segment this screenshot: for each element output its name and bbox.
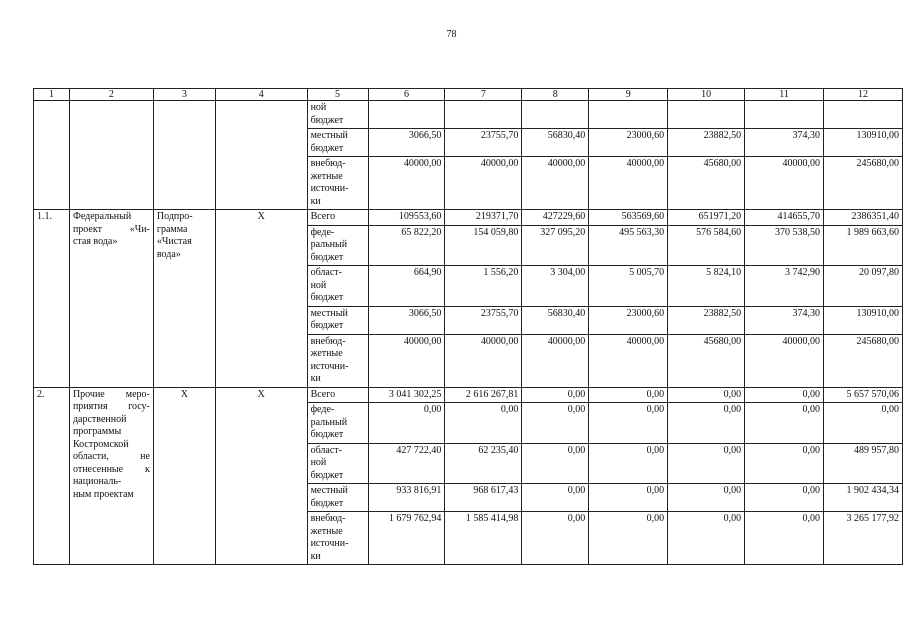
value-cell: 0,00 (522, 387, 589, 403)
value-cell: 23000,60 (589, 306, 668, 334)
item-name (69, 210, 153, 388)
value-cell: 968 617,43 (445, 484, 522, 512)
cell-line: ки (310, 373, 321, 384)
cell-line: феде- (310, 226, 335, 238)
value-cell: 0,00 (589, 484, 668, 512)
cell-line: местный (310, 130, 348, 141)
column-number-7: 7 (445, 89, 522, 101)
funding-source (307, 512, 368, 565)
value-cell: 414655,70 (745, 210, 824, 226)
page-number: 78 (446, 29, 457, 40)
cell-line: проект «Чи- (72, 223, 150, 235)
value-cell: 489 957,80 (823, 443, 902, 484)
value-cell: 0,00 (745, 387, 824, 403)
cell-line: отнесенные к (72, 463, 150, 475)
value-cell: 327 095,20 (522, 225, 589, 266)
value-cell: 154 059,80 (445, 225, 522, 266)
funding-source (307, 210, 368, 226)
cell-line: стая вода» (72, 236, 118, 247)
value-cell: 495 563,30 (589, 225, 668, 266)
cell-line: источни- (310, 360, 349, 372)
funding-source (307, 101, 368, 129)
value-cell: 0,00 (589, 443, 668, 484)
item-name (69, 101, 153, 210)
cell-line: программы (72, 426, 122, 437)
value-cell: 0,00 (823, 403, 902, 444)
value-cell: 374,30 (745, 306, 824, 334)
cell-line: дарственной (72, 413, 127, 425)
cell-line: ной (310, 102, 327, 113)
value-cell: 62 235,40 (445, 443, 522, 484)
cell-line: област- (310, 444, 342, 456)
value-cell: 23882,50 (668, 306, 745, 334)
value-cell (368, 101, 445, 129)
value-cell: 651971,20 (668, 210, 745, 226)
cell-line: ной (310, 279, 327, 291)
value-cell (589, 101, 668, 129)
program-name (153, 387, 215, 565)
value-cell: 0,00 (668, 403, 745, 444)
cell-line: ки (310, 195, 321, 207)
value-cell (445, 101, 522, 129)
value-cell: 20 097,80 (823, 266, 902, 307)
cell-line: жетные (310, 525, 343, 537)
cell-line: Х (180, 388, 188, 400)
cell-line: бюджет (310, 142, 344, 154)
column-number-6: 6 (368, 89, 445, 101)
column-number-5: 5 (307, 89, 368, 101)
cell-line: бюджет (310, 320, 344, 331)
item-name (69, 387, 153, 565)
value-cell: 40000,00 (589, 334, 668, 387)
value-cell: 40000,00 (368, 334, 445, 387)
column-number-8: 8 (522, 89, 589, 101)
executor: Х (215, 210, 307, 388)
funding-source (307, 129, 368, 157)
cell-line: Федеральный (72, 211, 132, 222)
cell-line: области, не (72, 451, 150, 462)
value-cell: 40000,00 (745, 334, 824, 387)
header-row (34, 89, 903, 101)
value-cell: 40000,00 (445, 157, 522, 210)
value-cell: 1 902 434,34 (823, 484, 902, 512)
funding-source (307, 484, 368, 512)
value-cell: 1 585 414,98 (445, 512, 522, 565)
value-cell: 130910,00 (823, 129, 902, 157)
program-name (153, 101, 215, 210)
value-cell: 0,00 (745, 443, 824, 484)
value-cell: 0,00 (668, 443, 745, 484)
value-cell: 0,00 (668, 387, 745, 403)
value-cell: 219371,70 (445, 210, 522, 226)
value-cell: 374,30 (745, 129, 824, 157)
funding-source (307, 334, 368, 387)
cell-line: Подпро- (156, 211, 193, 222)
column-number-12: 12 (823, 89, 902, 101)
value-cell: 0,00 (589, 512, 668, 565)
value-cell: 2 616 267,81 (445, 387, 522, 403)
value-cell: 45680,00 (668, 157, 745, 210)
funding-source (307, 403, 368, 444)
value-cell: 0,00 (368, 403, 445, 444)
value-cell (522, 101, 589, 129)
value-cell: 664,90 (368, 266, 445, 307)
value-cell: 0,00 (589, 387, 668, 403)
value-cell: 0,00 (522, 512, 589, 565)
value-cell: 0,00 (668, 484, 745, 512)
cell-line: ной (310, 457, 327, 468)
cell-line: бюджет (310, 469, 344, 481)
value-cell: 56830,40 (522, 129, 589, 157)
value-cell: 0,00 (745, 512, 824, 565)
cell-line: Прочие меро- (72, 388, 150, 400)
item-number: 2. (34, 387, 70, 565)
value-cell: 427229,60 (522, 210, 589, 226)
cell-line: бюджет (310, 251, 344, 263)
value-cell: 0,00 (745, 403, 824, 444)
cell-line: феде- (310, 404, 335, 415)
value-cell: 65 822,20 (368, 225, 445, 266)
value-cell: 3066,50 (368, 306, 445, 334)
cell-line: ным проектам (72, 488, 134, 500)
cell-line: приятия госу- (72, 401, 150, 412)
value-cell: 23755,70 (445, 306, 522, 334)
cell-line: Всего (310, 211, 336, 222)
table-row (34, 387, 903, 403)
column-number-9: 9 (589, 89, 668, 101)
funding-source (307, 306, 368, 334)
value-cell: 2386351,40 (823, 210, 902, 226)
cell-line: внебюд- (310, 335, 346, 347)
value-cell: 40000,00 (445, 334, 522, 387)
cell-line: источни- (310, 183, 349, 194)
value-cell: 5 824,10 (668, 266, 745, 307)
executor: Х (215, 387, 307, 565)
value-cell: 0,00 (745, 484, 824, 512)
value-cell (745, 101, 824, 129)
budget-table (33, 88, 903, 565)
value-cell: 576 584,60 (668, 225, 745, 266)
column-number-4: 4 (215, 89, 307, 101)
value-cell: 0,00 (522, 484, 589, 512)
cell-line: местный (310, 307, 348, 319)
value-cell: 0,00 (668, 512, 745, 565)
value-cell: 40000,00 (745, 157, 824, 210)
cell-line: бюджет (310, 497, 344, 509)
funding-source (307, 225, 368, 266)
value-cell: 3066,50 (368, 129, 445, 157)
table-row (34, 210, 903, 226)
value-cell: 40000,00 (589, 157, 668, 210)
cell-line: област- (310, 267, 342, 278)
executor (215, 101, 307, 210)
value-cell: 0,00 (589, 403, 668, 444)
value-cell: 3 304,00 (522, 266, 589, 307)
column-number-1: 1 (34, 89, 70, 101)
value-cell: 5 657 570,06 (823, 387, 902, 403)
value-cell: 23882,50 (668, 129, 745, 157)
cell-line: жетные (310, 170, 343, 182)
value-cell: 245680,00 (823, 157, 902, 210)
value-cell: 1 556,20 (445, 266, 522, 307)
cell-line: внебюд- (310, 158, 346, 169)
value-cell: 245680,00 (823, 334, 902, 387)
cell-line: ки (310, 550, 321, 562)
value-cell: 45680,00 (668, 334, 745, 387)
cell-line: бюджет (310, 114, 344, 126)
cell-line: бюджет (310, 292, 344, 303)
value-cell: 1 679 762,94 (368, 512, 445, 565)
cell-line: внебюд- (310, 513, 346, 524)
funding-source (307, 387, 368, 403)
value-cell (668, 101, 745, 129)
cell-line: Костромской (72, 438, 129, 450)
cell-line: грамма (156, 223, 188, 235)
value-cell: 0,00 (445, 403, 522, 444)
program-name (153, 210, 215, 388)
cell-line: местный (310, 485, 348, 496)
value-cell: 40000,00 (368, 157, 445, 210)
value-cell: 130910,00 (823, 306, 902, 334)
column-number-10: 10 (668, 89, 745, 101)
column-number-2: 2 (69, 89, 153, 101)
value-cell: 3 742,90 (745, 266, 824, 307)
funding-source (307, 157, 368, 210)
value-cell: 1 989 663,60 (823, 225, 902, 266)
funding-source (307, 266, 368, 307)
cell-line: источни- (310, 538, 349, 549)
cell-line: Всего (310, 388, 336, 400)
value-cell: 3 265 177,92 (823, 512, 902, 565)
item-number: 1.1. (34, 210, 70, 388)
value-cell: 370 538,50 (745, 225, 824, 266)
value-cell: 0,00 (522, 443, 589, 484)
cell-line: вода» (156, 248, 181, 260)
cell-line: ральный (310, 239, 348, 250)
value-cell: 40000,00 (522, 157, 589, 210)
column-number-11: 11 (745, 89, 824, 101)
cell-line: ральный (310, 416, 348, 428)
cell-line: жетные (310, 348, 343, 359)
value-cell: 23000,60 (589, 129, 668, 157)
value-cell: 3 041 302,25 (368, 387, 445, 403)
value-cell: 23755,70 (445, 129, 522, 157)
value-cell: 427 722,40 (368, 443, 445, 484)
value-cell: 56830,40 (522, 306, 589, 334)
table-row (34, 101, 903, 129)
value-cell: 40000,00 (522, 334, 589, 387)
value-cell (823, 101, 902, 129)
cell-line: «Чистая (156, 236, 192, 247)
cell-line: бюджет (310, 429, 344, 440)
item-number (34, 101, 70, 210)
value-cell: 109553,60 (368, 210, 445, 226)
funding-source (307, 443, 368, 484)
cell-line: националь- (72, 476, 122, 487)
value-cell: 5 005,70 (589, 266, 668, 307)
value-cell: 933 816,91 (368, 484, 445, 512)
column-number-3: 3 (153, 89, 215, 101)
value-cell: 0,00 (522, 403, 589, 444)
value-cell: 563569,60 (589, 210, 668, 226)
